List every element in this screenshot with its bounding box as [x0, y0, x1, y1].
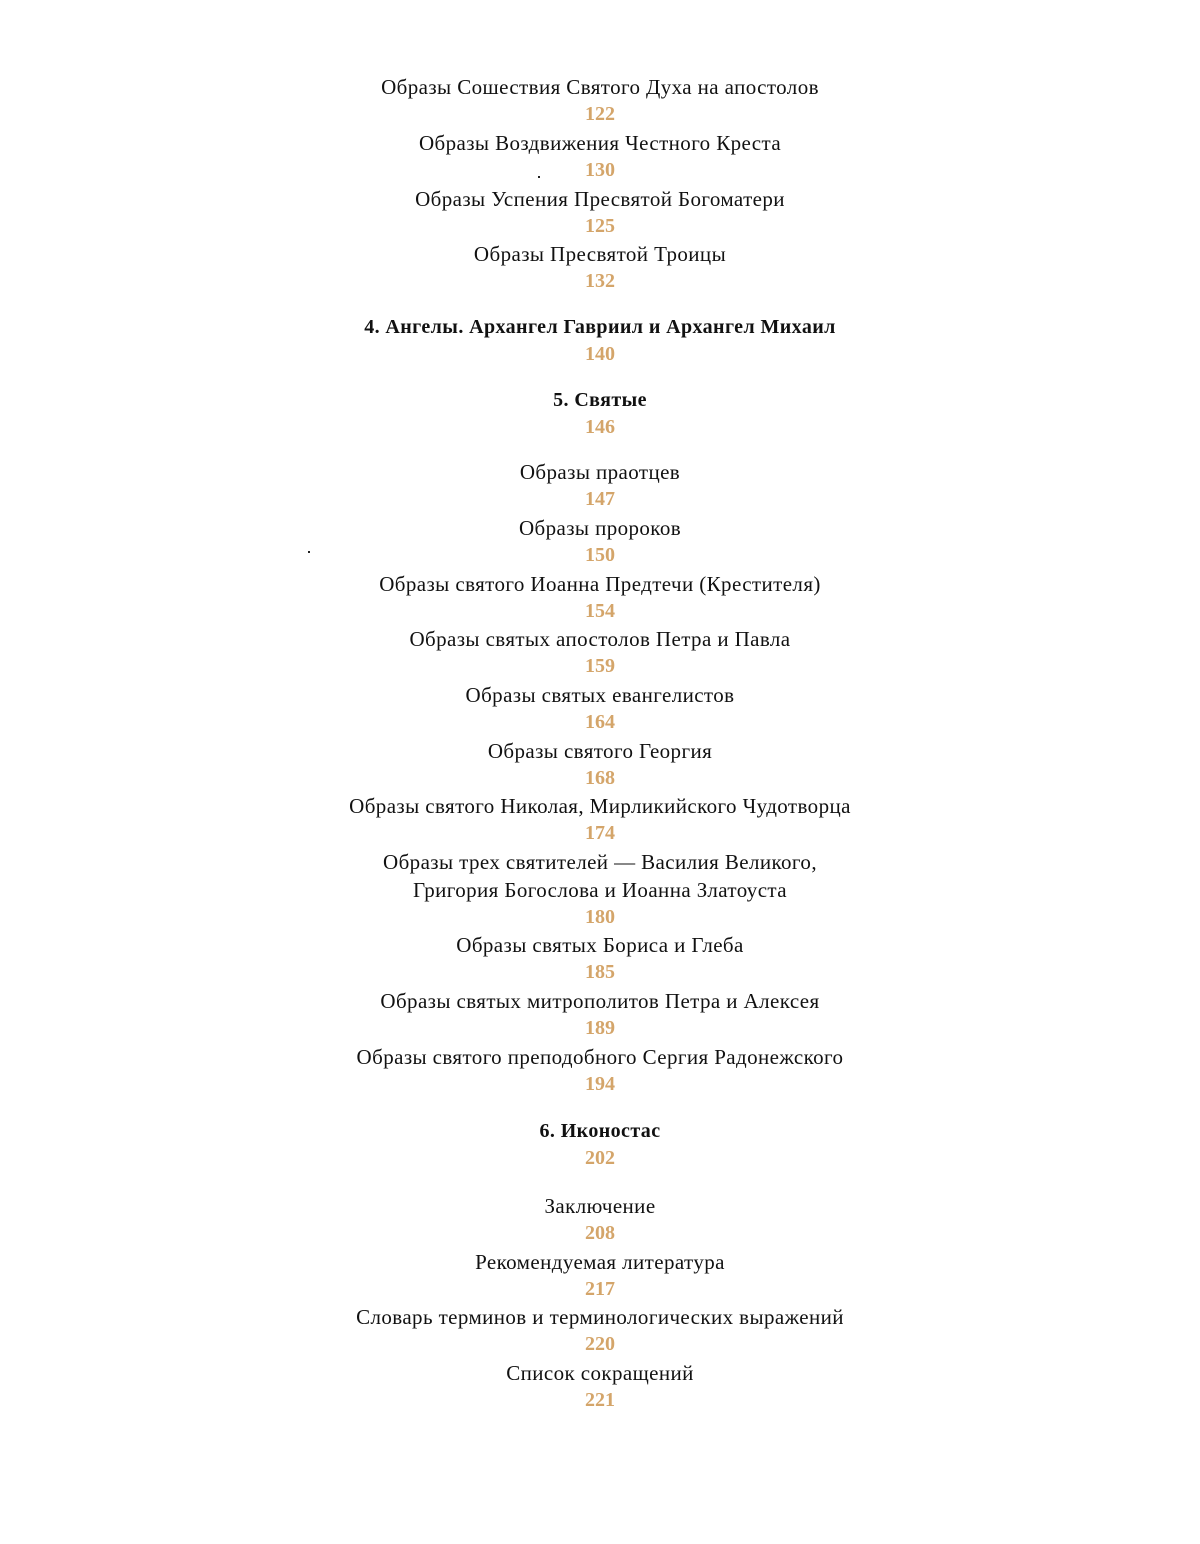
toc-entry-page: 217 [585, 1278, 615, 1300]
toc-entry-title: Образы святых апостолов Петра и Павла [409, 627, 791, 651]
toc-entry-title: Образы праотцев [519, 460, 681, 484]
toc-entry-title: Словарь терминов и терминологических выражений [356, 1305, 844, 1329]
toc-entry [0, 625, 1200, 679]
toc-entry-page: 146 [585, 416, 615, 438]
toc-entry-title: Список сокращений [506, 1361, 694, 1385]
toc-entry-title: Образы святого Георгия [487, 739, 713, 763]
toc-entry-page: 185 [585, 961, 615, 983]
toc-entry-page: 164 [585, 711, 615, 733]
toc-entry [0, 185, 1200, 239]
toc-entry-page: 202 [585, 1147, 615, 1169]
toc-entry-title: Образы Сошествия Святого Духа на апостолов [381, 75, 819, 99]
toc-entry [0, 681, 1200, 735]
toc-entry-page: 174 [585, 822, 615, 844]
toc-entry [0, 129, 1200, 183]
toc-entry-page: 194 [585, 1073, 615, 1095]
toc-entry [0, 1359, 1200, 1413]
toc-entry [0, 848, 1200, 930]
toc-entry [0, 73, 1200, 127]
toc-chapter [0, 313, 1200, 367]
toc-entry-title: Образы святого Николая, Мирликийского Чудотворца [349, 794, 851, 818]
toc-entry [0, 987, 1200, 1041]
toc-entry-page: 122 [585, 103, 615, 125]
toc-entry-page: 140 [585, 343, 615, 365]
toc-chapter-title: 6. Иконостас [539, 1120, 661, 1142]
toc-entry-page: 189 [585, 1017, 615, 1039]
toc-entry [0, 1192, 1200, 1246]
toc-entry-page: 132 [585, 270, 615, 292]
toc-entry-page: 220 [585, 1333, 615, 1355]
toc-entry [0, 737, 1200, 791]
toc-entry-page: 180 [585, 906, 615, 928]
toc-entry [0, 1248, 1200, 1302]
toc-entry-title: Образы трех святителей — Василия Великого, [383, 850, 817, 874]
toc-entry-title: Заключение [544, 1194, 656, 1218]
toc-entry-page: 125 [585, 215, 615, 237]
toc-entry-page: 221 [585, 1389, 615, 1411]
print-speck [538, 176, 540, 178]
toc-entry-title: Образы святых евангелистов [465, 683, 735, 707]
toc-entry-page: 168 [585, 767, 615, 789]
toc-entry [0, 792, 1200, 846]
toc-entry-page: 150 [585, 544, 615, 566]
toc-entry-title: Образы святых митрополитов Петра и Алексея [380, 989, 820, 1013]
toc-entry [0, 570, 1200, 624]
toc-entry [0, 240, 1200, 294]
toc-entry-page: 130 [585, 159, 615, 181]
toc-entry-page: 159 [585, 655, 615, 677]
toc-entry [0, 1303, 1200, 1357]
toc-entry-title: Образы Успения Пресвятой Богоматери [415, 187, 785, 211]
toc-entry-title: Рекомендуемая литература [475, 1250, 725, 1274]
toc-entry-page: 208 [585, 1222, 615, 1244]
toc-entry [0, 931, 1200, 985]
toc-entry-title-line2: Григория Богослова и Иоанна Златоуста [413, 878, 787, 902]
toc-entry-page: 147 [585, 488, 615, 510]
toc-chapter-title: 4. Ангелы. Архангел Гавриил и Архангел Михаил [364, 316, 836, 338]
toc-entry-title: Образы святого Иоанна Предтечи (Крестителя) [379, 572, 821, 596]
toc-entry [0, 458, 1200, 512]
toc-entry [0, 1043, 1200, 1097]
toc-entry-page: 154 [585, 600, 615, 622]
toc-entry-title: Образы Пресвятой Троицы [473, 242, 727, 266]
toc-entry-title: Образы пророков [518, 516, 682, 540]
toc-chapter [0, 1117, 1200, 1171]
toc-entry-title: Образы Воздвижения Честного Креста [418, 131, 782, 155]
toc-entry-title: Образы святого преподобного Сергия Радонежского [356, 1045, 844, 1069]
toc-chapter-title: 5. Святые [553, 389, 647, 411]
toc-entry-title: Образы святых Бориса и Глеба [456, 933, 744, 957]
print-speck [308, 551, 310, 553]
toc-chapter [0, 386, 1200, 440]
toc-entry [0, 514, 1200, 568]
